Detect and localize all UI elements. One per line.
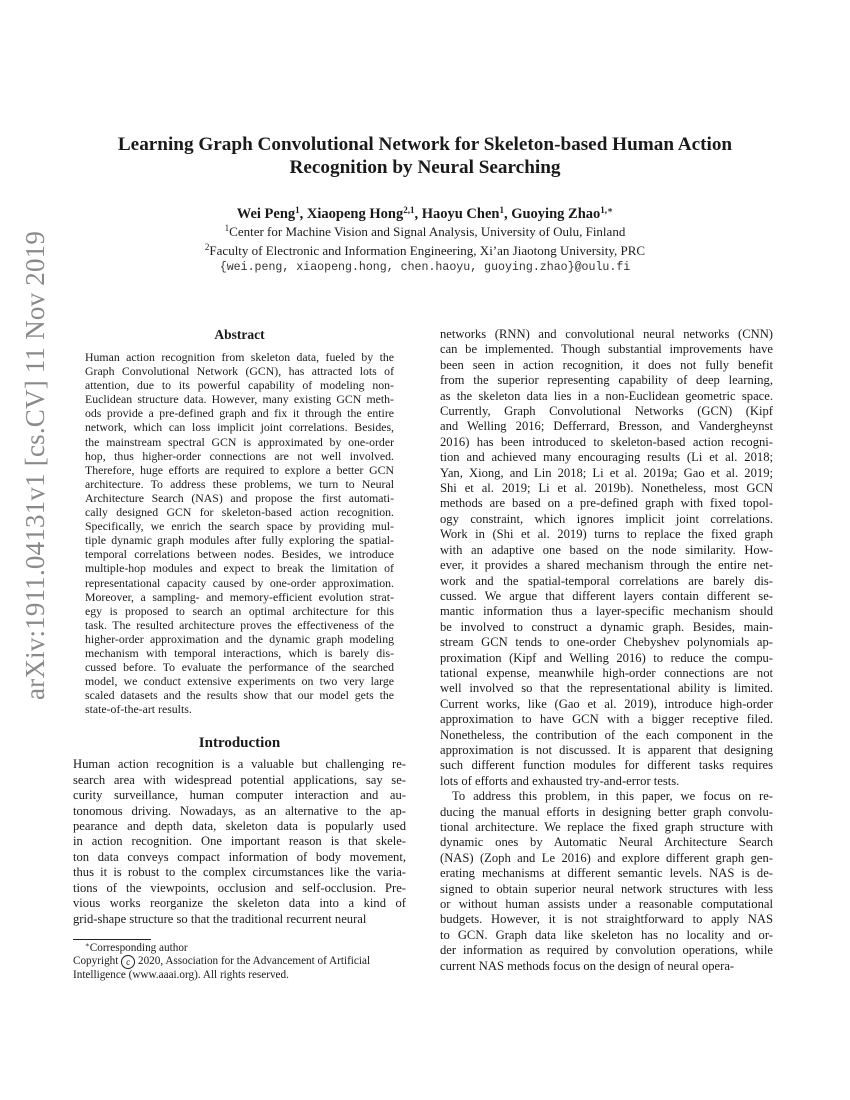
text-line: Shi et al. 2019; Li et al. 2019b). Nonetheless, most GCN [440,481,773,496]
text-line: work and the spatial-temporal correlations are barely dis- [440,573,773,588]
text-line: Euclidean structure data. However, many existing GCN meth- [85,392,394,407]
text-line: Nonetheless, the contribution of the each component in the [440,727,773,742]
right-column [440,327,773,974]
introduction-heading: Introduction [198,735,281,752]
text-line: erating mechanisms at different semantic levels. NAS is de- [440,866,773,881]
text-line: budgets. However, it is not straightforward to apply NAS [440,912,773,927]
text-line: cussed before. To evaluate the performance of the searched [85,660,394,675]
author: Xiaopeng Hong$^{2,1}$, [306,205,422,222]
text-line: tional architecture. We replace the fixed graph structure with [440,820,773,834]
text-line: Graph Convolutional Network (GCN), has attracted lots of [85,364,394,379]
text-line: from the superior representing capability of deep learning, [440,373,773,388]
text-line: ogy constraint, which ignores implicit joint correlations. [440,511,773,526]
text-line: networks (RNN) and convolutional neural networks (CNN) [440,327,773,341]
text-line: current NAS methods focus on the design of neural opera- [440,958,735,973]
text-line: and Welling 2016; Defferrard, Bresson, and Vandergheynst [440,419,773,434]
text-line: dynamic ones by Automatic Neural Architecture Search [440,835,773,850]
text-line: with an adaptive one based on the node similarity. How- [440,542,773,557]
text-line: in action recognition. One important reason is that skele- [73,834,406,849]
author: Wei Peng$^1$, [236,205,307,222]
text-line: tational expense, meanwhile high-order connections are not [440,665,773,680]
affiliation-1: $^1$Center for Machine Vision and Signal Analysis, University of Oulu, Finland [224,223,626,239]
text-line: architecture. To address these problems, we turn to Neural [85,476,394,491]
text-line: tiple dynamic graph modules after fully exploring the spatial- [85,533,394,548]
text-line: higher-order approximation and the dynamic graph modeling [85,631,394,646]
text-line: Specifically, we enrich the search space by providing mul- [85,519,394,534]
text-line: cally designed GCN for skeleton-based action recognition. [85,505,394,520]
text-line: scaled datasets and the results show that our model gets the [85,688,394,703]
text-line: Yan, Xiong, and Lin 2018; Li et al. 2019a; Gao et al. 2019; [440,465,773,480]
text-line: approximation to have GCN with a bigger receptive filed. [440,712,773,727]
introduction-paragraph-continued [440,327,773,789]
text-line: tonomous driving. Nowadays, as an alternative to the ap- [73,803,406,818]
text-line: cussed. We argue that different layers contain different se- [440,588,773,603]
text-line: model, we conduct extensive experiments on two very large [85,674,394,689]
text-line: Currently, Graph Convolutional Networks (GCN) (Kipf [440,404,773,419]
introduction-section [73,734,406,926]
introduction-paragraph-2 [440,789,773,974]
text-line: mantic information thus a layer-specific mechanism should [440,604,773,619]
text-line: well involved so that the representational ability is limited. [440,681,773,696]
text-line: thus it is robust to the complex circumstances like the varia- [73,865,406,880]
title-line-1: Learning Graph Convolutional Network for Skeleton-based Human Action [117,134,733,155]
corresponding-author-note: ∗Corresponding author [85,940,188,954]
text-line: Work in (Shi et al. 2019) turns to replace the fixed graph [440,527,773,542]
text-line: attention, due to its powerful capability of modeling non- [85,378,394,393]
text-line: Moreover, a sampling- and memory-efficient evolution strat- [85,589,394,604]
text-line: signed to obtain superior neural network structures with less [440,881,773,896]
introduction-paragraph-1 [73,757,406,926]
text-line: multiple-hop modules and expect to break the limitation of [85,561,394,576]
text-line: To address this problem, in this paper, we focus on re- [452,789,773,804]
text-line: the mainstream spectral GCN is approximated by one-order [85,434,394,449]
text-line: tions of the viewpoints, occlusion and self-occlusion. Pre- [73,880,406,895]
text-line: representational capacity caused by one-order approximation. [85,575,394,590]
text-line: egy is proposed to search an optimal architecture for this [85,603,394,618]
text-line: search area with widespread potential applications, say se- [73,772,406,787]
text-line: be involved to construct a dynamic graph. Besides, main- [440,619,773,634]
text-line: methods are based on a pre-defined graph with fixed topol- [440,496,773,511]
affiliation-2: $^2$Faculty of Electronic and Information Engineering, Xi’an Jiaotong University, PRC [204,242,646,258]
copyright-notice: Copyright c 2020, Association for the Advancement of Artificial [73,954,371,967]
text-line: been seen in action recognition, it does not fully benefit [440,357,773,372]
text-line: proximation (Kipf and Welling 2016) to reduce the compu- [440,650,773,665]
footnotes [73,942,406,982]
text-line: Therefore, huge efforts are required to explore a better GCN [85,462,394,477]
text-line: can be implemented. Though substantial improvements have [440,342,773,357]
copyright-notice-line-2: Intelligence (www.aaai.org). All rights reserved. [73,968,289,981]
paper-title [60,133,790,179]
text-line: approximation is not discussed. It is apparent that designing [440,742,773,757]
left-column [73,326,406,982]
title-line-2: Recognition by Neural Searching [289,157,561,178]
text-line: Human action recognition is a valuable but challenging re- [73,757,406,772]
author-emails: {wei.peng, xiaopeng.hong, chen.haoyu, guoying.zhao}@oulu.fi [219,261,631,274]
text-line: der information as required by convolution operations, while [440,943,773,958]
text-line: ods provide a pre-defined graph and fix it through the entire [85,406,394,421]
text-line: ducing the manual efforts in designing better graph convolu- [440,804,773,819]
text-line: mechanism with temporal interactions, which is barely dis- [85,645,394,660]
abstract-heading: Abstract [214,327,265,342]
text-line: 2016) has been introduced to skeleton-based action recogni- [440,434,773,449]
text-line: Current works, like (Gao et al. 2019), introduce high-order [440,696,773,711]
text-line: or without human assists under a reasonable computational [440,897,773,912]
text-line: curity surveillance, human computer interaction and au- [73,788,406,803]
footnote-divider [73,939,151,940]
text-line: ever, it provides a shared mechanism through the entire net- [440,558,773,573]
author: Haoyu Chen$^1$, [421,205,512,222]
text-line: grid-shape structure so that the traditional recurrent neural [73,911,367,926]
text-line: task. The resulted architecture proves the effectiveness of the [85,617,394,632]
text-line: tion and achieved many encouraging results (Li et al. 2018; [440,450,773,465]
text-line: pearance and depth data, skeleton data is popularly used [73,819,406,834]
text-line: ton data conveys compact information of body movement, [73,849,406,864]
text-line: Human action recognition from skeleton data, fueled by the [85,350,394,364]
text-line: hop, thus higher-order connections are not well involved. [85,448,394,463]
copyright-icon: c [121,955,135,969]
text-line: Architecture Search (NAS) and propose the first automati- [85,490,394,505]
text-line: state-of-the-art results. [85,702,192,717]
author: Guoying Zhao$^{1,∗}$ [511,205,614,222]
text-line: as the skeleton data lies in a non-Euclidean geometric space. [440,388,773,403]
text-line: (NAS) (Zoph and Le 2016) and explore different graph gen- [440,850,773,865]
text-line: lots of efforts and exhausted try-and-error tests. [440,773,680,788]
text-line: stream GCN tends to one-order Chebyshev polynomials ap- [440,635,773,650]
arxiv-identifier-stamp: arXiv:1911.04131v1 [cs.CV] 11 Nov 2019 [20,230,50,700]
abstract-body [85,350,394,716]
text-line: temporal correlations between nodes. Besides, we introduce [85,547,394,562]
text-line: such different function modules for different tasks requires [440,758,773,773]
text-line: network, which can loss implicit joint correlations. Besides, [85,420,394,435]
text-line: vious works reorganize the skeleton data into a kind of [73,896,406,911]
author-list [60,205,790,223]
text-line: to GCN. Graph data like skeleton has no locality and or- [440,927,773,942]
